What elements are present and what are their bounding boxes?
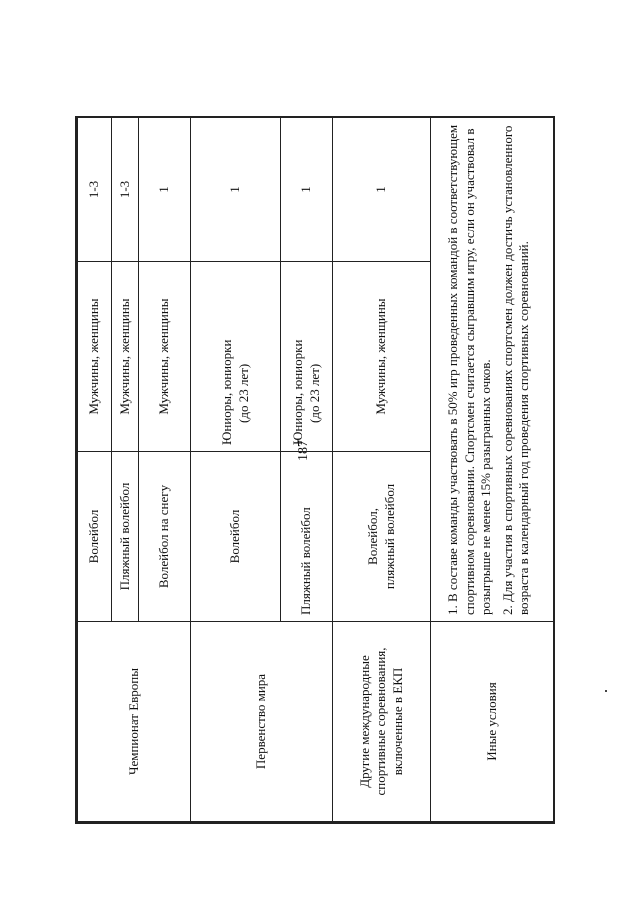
places-cell: 1-3 bbox=[78, 118, 112, 262]
table-row bbox=[191, 118, 281, 822]
conditions-text-cell bbox=[431, 118, 554, 622]
ranks-table bbox=[77, 117, 554, 822]
places-cell: 1 bbox=[139, 118, 191, 262]
places-cell: 1-3 bbox=[112, 118, 139, 262]
discipline-line: Волейбол, bbox=[365, 508, 381, 565]
competition-cell: Чемпионат Европы bbox=[78, 622, 191, 822]
competition-cell: Другие международные спортивные соревнования, включенные в ЕКП bbox=[333, 622, 431, 822]
gender-line: Юниоры, юниорки bbox=[219, 339, 235, 445]
competition-cell: Первенство мира bbox=[191, 622, 333, 822]
discipline-cell: Пляжный волейбол bbox=[112, 452, 139, 622]
gender-cell: Мужчины, женщины bbox=[112, 262, 139, 452]
gender-cell: Мужчины, женщины bbox=[139, 262, 191, 452]
condition-point-2: 2. Для участия в спортивных соревнованиях спортсмен должен достичь установленного возраста в календарный год проведения спортивных соревнований. bbox=[500, 125, 532, 615]
page-number: 187 bbox=[296, 440, 311, 461]
discipline-cell: Волейбол bbox=[78, 452, 112, 622]
scan-speck bbox=[605, 690, 607, 692]
discipline-cell: Волейбол bbox=[191, 452, 281, 622]
discipline-cell: Волейбол на снегу bbox=[139, 452, 191, 622]
table-rotator bbox=[77, 118, 553, 822]
table-row bbox=[78, 118, 112, 822]
gender-cell bbox=[281, 262, 333, 452]
gender-cell bbox=[191, 262, 281, 452]
gender-age-line: (до 23 лет) bbox=[306, 363, 322, 423]
gender-age-line: (до 23 лет) bbox=[235, 363, 251, 423]
discipline-line: пляжный волейбол bbox=[381, 483, 397, 590]
discipline-cell: Пляжный волейбол bbox=[281, 452, 333, 622]
places-cell: 1 bbox=[333, 118, 431, 262]
gender-line: Юниоры, юниорки bbox=[290, 339, 306, 445]
places-cell: 1 bbox=[191, 118, 281, 262]
rotated-table-sheet bbox=[75, 116, 555, 824]
gender-cell: Мужчины, женщины bbox=[78, 262, 112, 452]
table-row bbox=[431, 118, 554, 822]
places-cell: 1 bbox=[281, 118, 333, 262]
condition-point-1: 1. В составе команды участвовать в 50% игр проведенных командой в соответствующем спортивном соревновании. Спортсмен считается сыгравшим игру, если он участвовал в розыгрыше не менее 15% разыгранных очков. bbox=[445, 124, 493, 615]
discipline-cell bbox=[333, 452, 431, 622]
conditions-label-cell: Иные условия bbox=[431, 622, 554, 822]
gender-cell: Мужчины, женщины bbox=[333, 262, 431, 452]
table-row bbox=[333, 118, 431, 822]
